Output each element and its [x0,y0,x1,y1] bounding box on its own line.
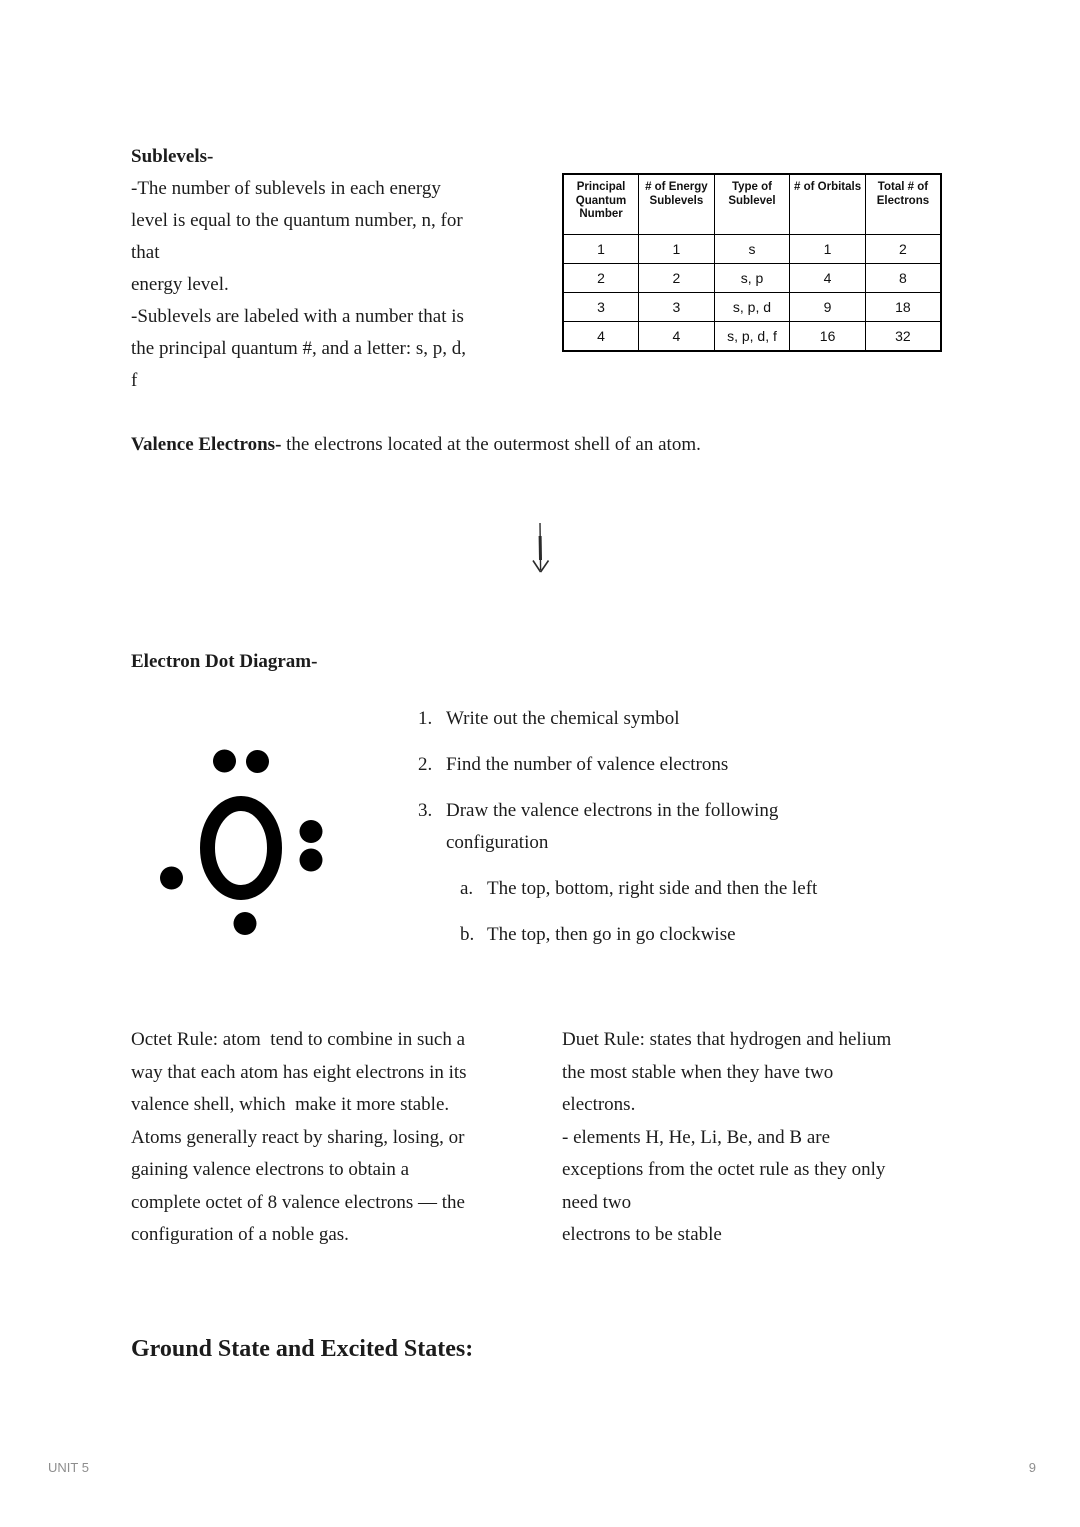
electron-dot-top-right [246,750,269,773]
table-cell: s, p, d, f [714,322,790,352]
electron-dot-right-bottom [300,849,323,872]
step-number: 2. [418,754,433,775]
sublevels-text-line: energy level. [131,274,229,295]
sublevels-table-header [563,174,941,235]
table-cell: 1 [790,235,866,264]
table-cell: s, p, d [714,293,790,322]
table-cell: 4 [639,322,715,352]
duet-rule-paragraph [562,1024,962,1252]
table-cell: 18 [865,293,941,322]
sublevels-text-line: the principal quantum #, and a letter: s, p, d, [131,338,467,359]
sublevels-text-line: -Sublevels are labeled with a number that is [131,306,464,327]
table-cell: s, p [714,264,790,293]
electron-dot-right-top [300,820,323,843]
electron-dot-top-left [213,750,236,773]
electron-dot-substeps [460,873,938,951]
table-cell: 32 [865,322,941,352]
sublevels-heading: Sublevels- [131,146,214,167]
step-item [418,703,938,735]
step-text: Write out the chemical symbol [446,708,680,729]
table-cell: 1 [639,235,715,264]
duet-rule-line: - elements H, He, Li, Be, and B are [562,1126,831,1148]
footer-page-number: 9 [1028,1460,1036,1475]
duet-rule-line: exceptions from the octet rule as they only [562,1159,886,1180]
electron-dot-left [160,867,183,890]
octet-rule-line: valence shell, which make it more stable. [131,1094,450,1115]
sublevels-text-line: level is equal to the quantum number, n, for [131,210,463,231]
table-cell: 8 [865,264,941,293]
table-header-row [563,174,941,235]
octet-rule-line: Atoms generally react by sharing, losing, or [131,1126,465,1148]
duet-rule-line: electrons. [562,1094,636,1115]
octet-rule-line: configuration of a noble gas. [131,1224,349,1245]
table-cell: 1 [563,235,639,264]
electron-dot-steps [418,703,938,965]
oxygen-symbol [208,804,275,893]
valence-electrons-term: Valence Electrons- [131,434,282,455]
duet-rule-line: Duet Rule: states that hydrogen and helium [562,1029,892,1050]
electron-dot-bottom [234,912,257,935]
octet-rule-paragraph [131,1024,531,1252]
table-header-cell: Principal Quantum Number [563,174,639,235]
substep-text: The top, then go in go clockwise [487,924,736,945]
table-row [563,322,941,352]
table-header-cell: Total # of Electrons [865,174,941,235]
duet-rule-line: need two [562,1191,632,1213]
substep-item [460,873,938,905]
table-cell: s [714,235,790,264]
sublevels-text-line: f [131,370,138,391]
sublevels-section [131,141,561,397]
step-item [418,749,938,781]
substep-text: The top, bottom, right side and then the left [487,878,818,899]
table-cell: 2 [639,264,715,293]
table-cell: 3 [639,293,715,322]
octet-rule-line: complete octet of 8 valence electrons — the [131,1191,465,1213]
electron-dot-diagram-oxygen [140,730,350,955]
valence-electrons-text: the electrons located at the outermost shell of an atom. [281,434,701,455]
octet-rule-line: gaining valence electrons to obtain a [131,1159,410,1180]
valence-electrons-definition [131,429,951,461]
table-header-cell: # of Orbitals [790,174,866,235]
substep-letter: b. [460,924,475,945]
electron-dot-diagram-heading: Electron Dot Diagram- [131,651,318,672]
sublevels-table [562,173,942,352]
table-cell: 2 [563,264,639,293]
sublevels-text-line: that [131,242,160,263]
table-header-cell: Type of Sublevel [714,174,790,235]
footer-unit-label: UNIT 5 [48,1460,89,1475]
step-number: 3. [418,800,433,821]
duet-rule-line: electrons to be stable [562,1224,722,1245]
step-text: Find the number of valence electrons [446,754,729,775]
table-row [563,293,941,322]
table-cell: 3 [563,293,639,322]
table-cell: 16 [790,322,866,352]
table-row [563,264,941,293]
table-cell: 4 [790,264,866,293]
octet-rule-line: way that each atom has eight electrons in its [131,1061,467,1083]
down-arrow-icon [524,520,564,582]
table-header-cell: # of Energy Sublevels [639,174,715,235]
table-row [563,235,941,264]
substep-item [460,919,938,951]
sublevels-text-line: -The number of sublevels in each energy [131,178,441,199]
table-cell: 2 [865,235,941,264]
ground-state-heading: Ground State and Excited States: [131,1336,474,1362]
table-cell: 9 [790,293,866,322]
step-item [418,795,938,859]
step-text: Draw the valence electrons in the following configuration [446,800,779,853]
table-cell: 4 [563,322,639,352]
substep-letter: a. [460,878,474,899]
step-number: 1. [418,708,433,729]
duet-rule-line: the most stable when they have two [562,1061,834,1083]
octet-rule-line: Octet Rule: atom tend to combine in such a [131,1029,466,1050]
